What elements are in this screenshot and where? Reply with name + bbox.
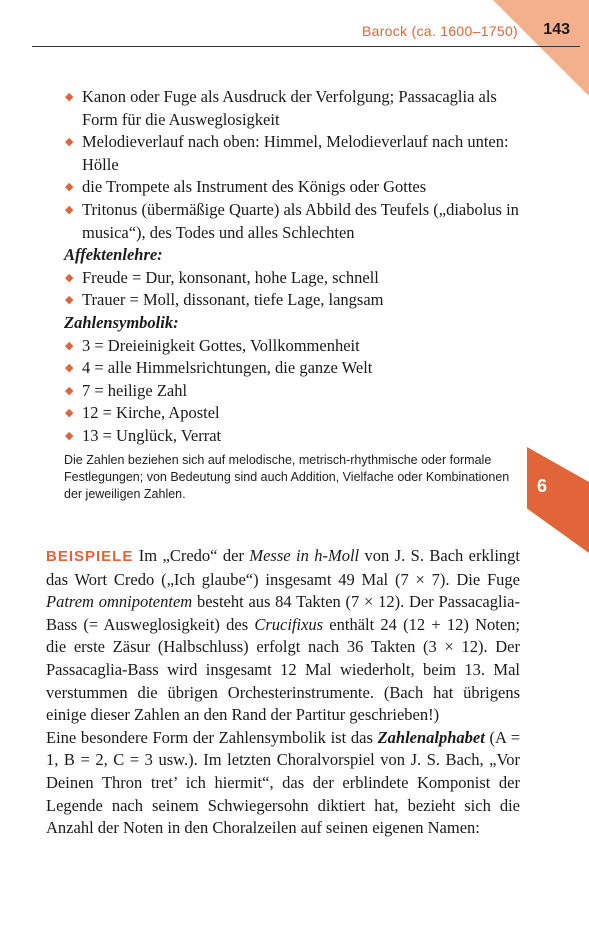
examples-section [46, 545, 520, 840]
diamond-bullet-icon: ◆ [65, 362, 74, 375]
page-number: 143 [543, 21, 570, 38]
diamond-bullet-icon: ◆ [65, 271, 74, 284]
diamond-bullet-icon: ◆ [65, 136, 74, 149]
diamond-bullet-icon: ◆ [65, 384, 74, 397]
bullet-list-affekt [64, 267, 520, 312]
list-item: ◆ 3 = Dreieinigkeit Gottes, Vollkommenheit [64, 335, 520, 358]
corner-decoration [493, 0, 589, 96]
diamond-bullet-icon: ◆ [65, 91, 74, 103]
bullet-list-symbolism [64, 86, 520, 244]
note-text: Die Zahlen beziehen sich auf melodische, metrisch-rhythmische oder formale Festlegungen; von Bedeutung sind auch Addition, Vielfache oder Kombinationen der jeweiligen Zahlen. [64, 452, 510, 501]
list-item: ◆ die Trompete als Instrument des Königs oder Gottes [64, 176, 520, 199]
main-content [64, 86, 520, 503]
diamond-bullet-icon: ◆ [65, 339, 74, 352]
examples-label: BEISPIELE [46, 548, 134, 565]
diamond-bullet-icon: ◆ [65, 407, 74, 420]
chapter-number: 6 [536, 476, 547, 496]
bullet-list-zahlen [64, 335, 520, 448]
list-item: ◆ 4 = alle Himmelsrichtungen, die ganze Welt [64, 357, 520, 380]
diamond-bullet-icon: ◆ [65, 203, 74, 216]
list-item: ◆ Kanon oder Fuge als Ausdruck der Verfolgung; Passacaglia als Form für die Ausweglosigkeit [65, 87, 497, 129]
list-item: ◆ Melodieverlauf nach oben: Himmel, Melodieverlauf nach unten: Hölle [65, 132, 509, 174]
list-item: ◆ 7 = heilige Zahl [64, 380, 520, 403]
diamond-bullet-icon: ◆ [65, 429, 74, 442]
running-header [32, 20, 580, 47]
examples-paragraph-2: Eine besondere Form der Zahlensymbolik ist das Zahlenalphabet (A = 1, B = 2, C = 3 usw.). Im letzten Choralvorspiel von J. S. Bach, „Vor Deinen Thron tret’ ich hiermit“, das der erblindete Komponist der Legende nach seinem Schwiegersohn diktiert hat, bezieht sich die Anzahl der Noten in den Choralzeilen auf seinen eigenen Namen: [46, 727, 521, 838]
list-item: ◆ Freude = Dur, konsonant, hohe Lage, schnell [64, 267, 520, 290]
header-title: Barock (ca. 1600–1750) [361, 23, 518, 39]
list-item: ◆ 13 = Unglück, Verrat [64, 425, 520, 448]
list-item: ◆ Tritonus (übermäßige Quarte) als Abbild des Teufels („diabolus in musica“), des Todes und alles Schlechten [65, 199, 519, 242]
subheading-affektenlehre: Affektenlehre: [64, 245, 163, 265]
list-item: ◆ 12 = Kirche, Apostel [64, 402, 520, 425]
diamond-bullet-icon: ◆ [65, 181, 74, 194]
examples-paragraph-1: BEISPIELE Im „Credo“ der Messe in h-Moll von J. S. Bach erklingt das Wort Credo („Ich glaube“) insgesamt 49 Mal (7 × 7). Die Fuge Patrem omnipotentem besteht aus 84 Takten (7 × 12). Der Passacaglia-Bass (= Ausweglosigkeit) des Crucifixus enthält 24 (12 + 12) Noten; die erste Zäsur (Halbschluss) erfolgt nach 36 Takten (3 × 12). Der Passacaglia-Bass wird insgesamt 12 Mal wiederholt, beim 13. Mal verstummen die übrigen Orchesterinstrumente. (Bach hat übrigens einige dieser Zahlen an den Rand der Partitur geschrieben!) [46, 546, 521, 725]
chapter-tab [527, 447, 589, 553]
subheading-zahlensymbolik: Zahlensymbolik: [64, 312, 179, 332]
list-item: ◆ Trauer = Moll, dissonant, tiefe Lage, langsam [64, 289, 520, 312]
diamond-bullet-icon: ◆ [65, 294, 74, 307]
